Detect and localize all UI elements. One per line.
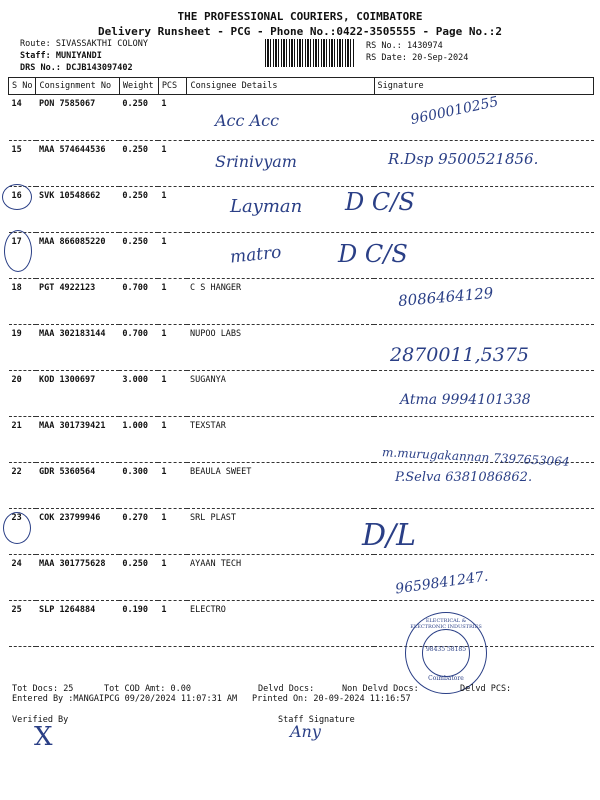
seal-city: Coimbatore (428, 675, 464, 682)
non-delvd-docs: Non Delvd Docs: (342, 684, 419, 694)
rs-date-line: RS Date: 20-Sep-2024 (366, 53, 469, 63)
handwritten-signature-22a: m.murugakannan 7397653064 (381, 445, 570, 469)
handwritten-name-15: Srinivyam (215, 152, 297, 171)
handwritten-name-16: Layman (230, 196, 303, 217)
handwritten-signature-16: D C/S (345, 188, 415, 216)
verified-mark: X (34, 722, 53, 752)
table-row: 23 COK 23799946 0.270 1 SRL PLAST (9, 509, 594, 555)
table-row: 16 SVK 10548662 0.250 1 (9, 187, 594, 233)
table-row: 17 MAA 866085220 0.250 1 (9, 233, 594, 279)
route-line: Route: SIVASSAKTHI COLONY (20, 39, 148, 49)
drs-value: DCJB143097402 (66, 63, 133, 73)
sheet-title: Delivery Runsheet - PCG - Phone No.:0422-3505555 - Page No.:2 (98, 25, 502, 38)
company-name: THE PROFESSIONAL COURIERS, COIMBATORE (177, 10, 423, 23)
rs-no-line: RS No.: 1430974 (366, 41, 443, 51)
staff-line: Staff: MUNIYANDI (20, 51, 102, 61)
table-row: 19 MAA 302183144 0.700 1 NUPOO LABS (9, 325, 594, 371)
staff-signature-label: Staff Signature (278, 715, 355, 725)
handwritten-name-17: matro (229, 242, 283, 268)
table-row: 24 MAA 301775628 0.250 1 AYAAN TECH (9, 555, 594, 601)
handwritten-signature-19: 2870011,5375 (390, 344, 530, 366)
delvd-docs: Delvd Docs: (258, 684, 315, 694)
handwritten-signature-14: 9600010255 (409, 93, 500, 129)
handwritten-circle-23 (3, 512, 31, 544)
handwritten-signature-15: R.Dsp 9500521856. (388, 150, 539, 168)
handwritten-signature-24: 9659841247. (394, 568, 490, 598)
staff-value: MUNIYANDI (55, 51, 102, 61)
tot-cod: Tot COD Amt: 0.00 (104, 684, 192, 694)
handwritten-signature-22: P.Selva 6381086862. (395, 470, 533, 485)
delvd-pcs: Delvd PCS: (460, 684, 512, 694)
seal-phone: 98435 58185 (425, 646, 467, 653)
handwritten-circle-16 (2, 184, 32, 210)
handwritten-signature-20: Atma 9994101338 (400, 392, 531, 408)
col-weight: Weight (119, 78, 158, 95)
col-consignee: Consignee Details (187, 78, 374, 95)
route-value: SIVASSAKTHI COLONY (55, 39, 148, 49)
handwritten-name-14: Acc Acc (215, 111, 280, 130)
col-signature: Signature (374, 78, 593, 95)
col-sno: S No (9, 78, 36, 95)
rs-no-value: 1430974 (406, 41, 443, 51)
table-row: 18 PGT 4922123 0.700 1 C S HANGER (9, 279, 594, 325)
printed-on: Printed On: 20-09-2024 11:16:57 (252, 694, 411, 704)
table-row: 22 GDR 5360564 0.300 1 BEAULA SWEET (9, 463, 594, 509)
staff-signature: Any (290, 722, 321, 741)
col-consignment: Consignment No (36, 78, 119, 95)
table-row: 21 MAA 301739421 1.000 1 TEXSTAR (9, 417, 594, 463)
table-row: 15 MAA 574644536 0.250 1 (9, 141, 594, 187)
handwritten-signature-23: D/L (362, 518, 417, 553)
rs-date-value: 20-Sep-2024 (412, 53, 469, 63)
company-seal (405, 612, 487, 694)
entered-by: Entered By :MANGAIPCG 09/20/2024 11:07:31 AM (12, 694, 238, 704)
drs-line: DRS No.: DCJB143097402 (20, 63, 133, 73)
table-row: 20 KOD 1300697 3.000 1 SUGANYA (9, 371, 594, 417)
tot-docs: Tot Docs: 25 (12, 684, 74, 694)
handwritten-signature-17: D C/S (338, 240, 408, 268)
table-header-row (9, 78, 594, 95)
handwritten-circle-17 (4, 230, 32, 272)
barcode (265, 39, 355, 67)
handwritten-signature-18: 8086464129 (397, 283, 495, 311)
seal-inner-ring (422, 629, 470, 677)
col-pcs: PCS (158, 78, 187, 95)
verified-by: Verified By (12, 715, 69, 725)
table-row: 14 PON 7585067 0.250 1 (9, 95, 594, 141)
table-row: 25 SLP 1264884 0.190 1 ELECTRO (9, 601, 594, 647)
seal-text: ELECTRICAL & ELECTRONIC INDUSTRIES (410, 618, 482, 630)
